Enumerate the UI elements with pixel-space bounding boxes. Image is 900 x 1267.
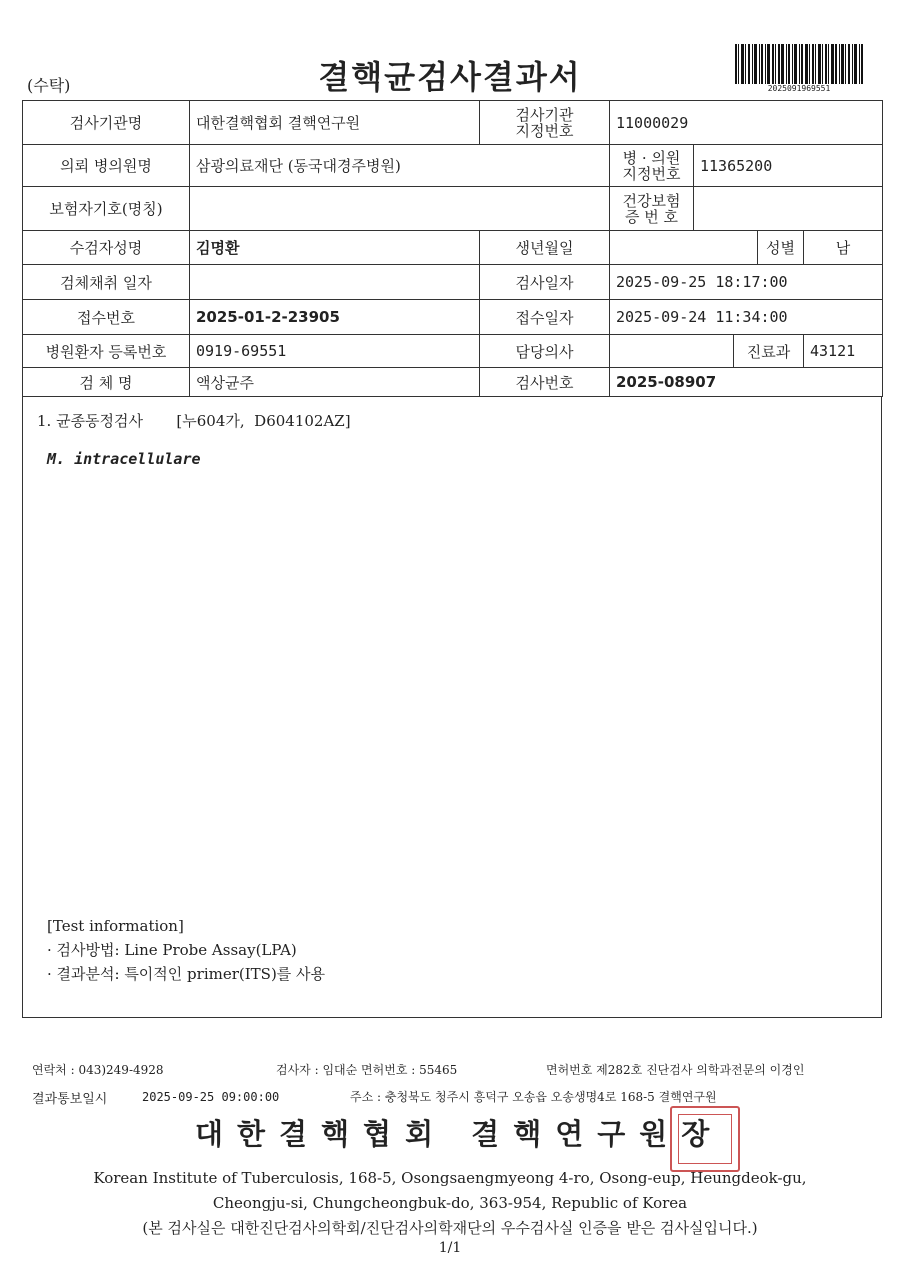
result-section [22, 396, 882, 1018]
test-info-title: [Test information] [47, 917, 184, 935]
req-hospital-value: 삼광의료재단 (동국대경주병원) [190, 145, 610, 187]
insured-value [190, 187, 610, 231]
sex-label: 성별 [758, 231, 804, 265]
barcode-image [735, 44, 863, 84]
test-analysis: · 결과분석: 특이적인 primer(ITS)를 사용 [47, 965, 326, 983]
org-id-label: 검사기관 지정번호 [480, 101, 610, 145]
collect-date-value [190, 265, 480, 300]
doctor-value [610, 335, 734, 368]
notify-value: 2025-09-25 09:00:00 [142, 1090, 280, 1104]
insured-label: 보험자기호(명칭) [23, 187, 190, 231]
sex-value: 남 [804, 231, 883, 265]
org-id-value: 11000029 [610, 101, 883, 145]
dept-value: 43121 [804, 335, 883, 368]
req-hospital-label: 의뢰 병의원명 [23, 145, 190, 187]
birth-label: 생년월일 [480, 231, 610, 265]
notify-label: 결과통보일시 [32, 1092, 108, 1107]
address-info: 주소 : 충청북도 청주시 흥덕구 오송읍 오송생명4로 168-5 결핵연구원 [350, 1090, 717, 1104]
organism-result: M. intracellulare [47, 450, 201, 468]
test-date-label: 검사일자 [480, 265, 610, 300]
receipt-no-value: 2025-01-2-23905 [190, 300, 480, 335]
health-ins-label: 건강보험 증 번 호 [610, 187, 694, 231]
institute-name: 대한결핵협회 결핵연구원장 [195, 1117, 724, 1151]
patient-name-label: 수검자성명 [23, 231, 190, 265]
test-method: · 검사방법: Line Probe Assay(LPA) [47, 941, 297, 959]
test-name: 1. 균종동정검사 [누604가, D604102AZ] [37, 412, 351, 430]
clinic-id-value: 11365200 [694, 145, 883, 187]
contact-info: 연락처 : 043)249-4928 [32, 1063, 164, 1077]
official-seal-stamp [670, 1106, 740, 1172]
patient-reg-value: 0919-69551 [190, 335, 480, 368]
receipt-date-value: 2025-09-24 11:34:00 [610, 300, 883, 335]
collect-date-label: 검체채취 일자 [23, 265, 190, 300]
certification-note: (본 검사실은 대한진단검사의학회/진단검사의학재단의 우수검사실 인증을 받은 검사실입니다.) [142, 1219, 758, 1237]
consign-label: (수탁) [27, 76, 71, 95]
doctor-label: 담당의사 [480, 335, 610, 368]
test-information [47, 914, 325, 986]
receipt-no-label: 접수번호 [23, 300, 190, 335]
tester-info: 검사자 : 임대순 면허번호 : 55465 [276, 1063, 458, 1077]
english-address-line2: Cheongju-si, Chungcheongbuk-do, 363-954, Republic of Korea [212, 1194, 688, 1212]
page-number: 1/1 [438, 1240, 462, 1256]
specimen-label: 검 체 명 [23, 368, 190, 397]
health-ins-value [694, 187, 883, 231]
specialist-info: 면허번호 제282호 진단검사 의학과전문의 이경인 [546, 1063, 805, 1077]
document-title: 결핵균검사결과서 [318, 58, 582, 96]
barcode-number: 2025091969551 [767, 84, 831, 93]
test-date-value: 2025-09-25 18:17:00 [610, 265, 883, 300]
org-label: 검사기관명 [23, 101, 190, 145]
exam-no-label: 검사번호 [480, 368, 610, 397]
patient-name-value: 김명환 [190, 231, 480, 265]
exam-no-value: 2025-08907 [610, 368, 883, 397]
receipt-date-label: 접수일자 [480, 300, 610, 335]
clinic-id-label: 병 · 의원 지정번호 [610, 145, 694, 187]
patient-info-table [22, 100, 883, 397]
patient-reg-label: 병원환자 등록번호 [23, 335, 190, 368]
birth-value [610, 231, 758, 265]
specimen-value: 액상균주 [190, 368, 480, 397]
english-address-line1: Korean Institute of Tuberculosis, 168-5, Osongsaengmyeong 4-ro, Osong-eup, Heungdeok-gu, [93, 1169, 807, 1187]
org-value: 대한결핵협회 결핵연구원 [190, 101, 480, 145]
dept-label: 진료과 [734, 335, 804, 368]
